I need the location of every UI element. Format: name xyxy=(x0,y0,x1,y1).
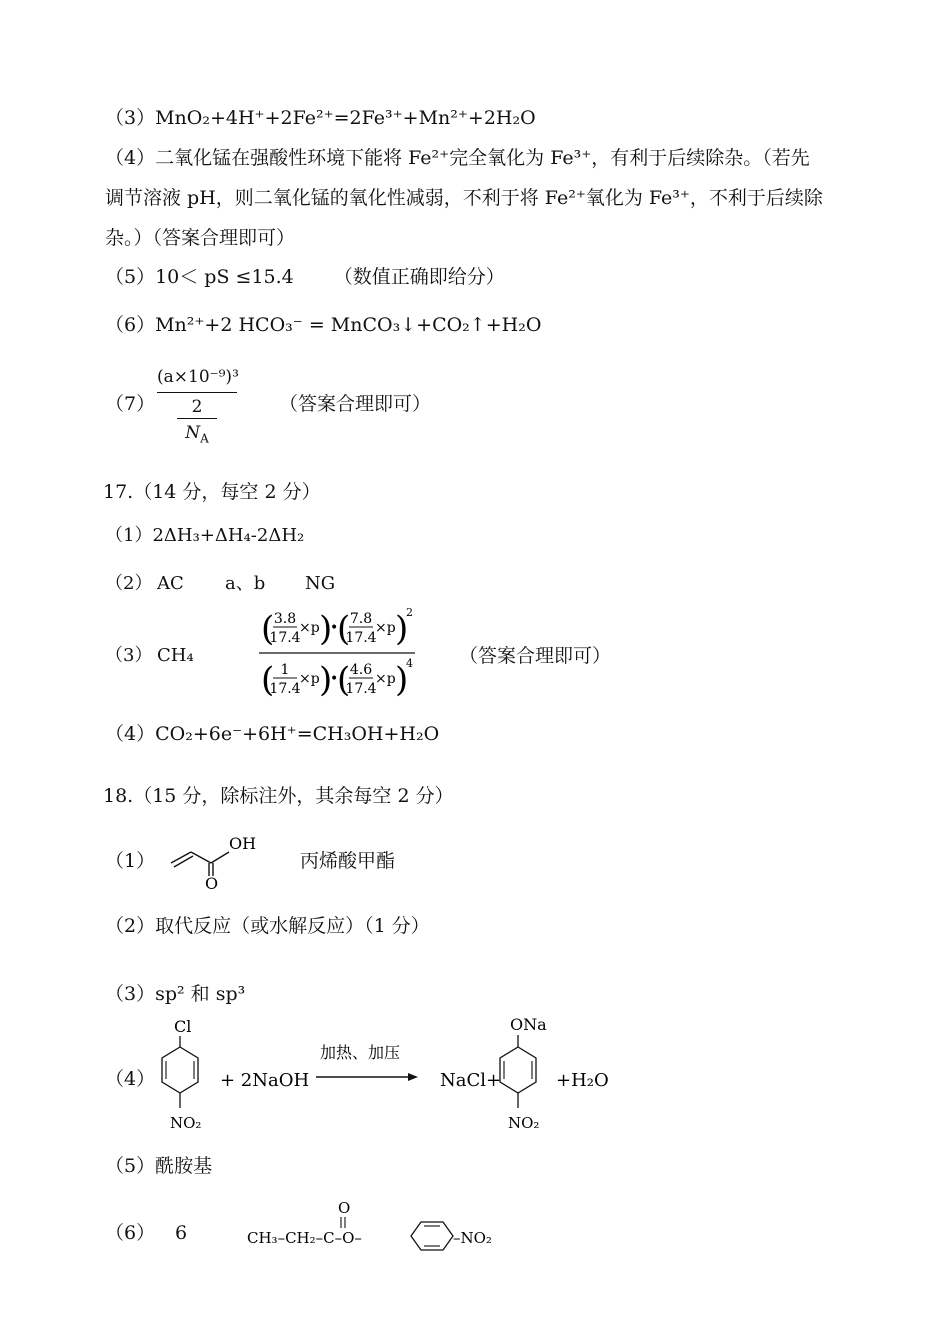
q16-answer-6: （6）Mn²⁺+2 HCO₃⁻ = MnCO₃↓+CO₂↑+H₂O xyxy=(105,314,542,336)
nitro-label-reactant: NO₂ xyxy=(170,1114,202,1132)
avogadro-subscript: A xyxy=(200,431,209,446)
q18-answer-6 xyxy=(105,1196,525,1258)
q18-answer-1-label: （1） xyxy=(105,850,156,872)
kp-p-2: ×p xyxy=(375,620,396,636)
q16-answer-5-value: （5）10＜ pS ≤15.4 xyxy=(105,266,294,288)
kp-num-1: 3.8 xyxy=(273,611,297,627)
kp-p-4: ×p xyxy=(375,671,396,687)
kp-exp-top: 2 xyxy=(406,606,413,619)
kp-total-3: 17.4 xyxy=(269,681,301,697)
q17-answer-2 xyxy=(105,573,336,595)
kp-p-1: ×p xyxy=(299,620,320,636)
q16-answer-3: （3）MnO₂+4H⁺+2Fe²⁺=2Fe³⁺+Mn²⁺+2H₂O xyxy=(105,107,536,129)
avogadro-symbol: N xyxy=(185,423,201,443)
q17-answer-3-label: （3） xyxy=(105,645,153,666)
q17-answer-1: （1）2ΔH₃+ΔH₄-2ΔH₂ xyxy=(105,525,305,546)
q17-answer-2-label: （2） xyxy=(105,573,153,594)
paren-close: ) xyxy=(319,660,333,700)
kp-exp-bottom: 4 xyxy=(406,657,413,670)
hydroxyl-label: OH xyxy=(229,834,257,853)
acrylic-acid-structure xyxy=(167,830,267,892)
kp-den-2: 4.6 xyxy=(349,662,373,678)
q18-answer-2: （2）取代反应（或水解反应）（1 分） xyxy=(105,915,430,937)
reaction-equation-diagram xyxy=(150,1012,620,1137)
kp-den-1: 1 xyxy=(280,662,290,678)
paren-close: ) xyxy=(395,660,409,700)
carbonyl-oxygen-label: O xyxy=(205,874,219,892)
arrow-head-icon xyxy=(408,1073,418,1081)
q18-answer-3: （3）sp² 和 sp³ xyxy=(105,983,246,1005)
ester-chain-label: CH₃–CH₂–C–O– xyxy=(247,1229,362,1247)
q17-answer-2-b: a、b xyxy=(225,573,266,594)
q18-answer-1-name: 丙烯酸甲酯 xyxy=(300,850,396,872)
q18-answer-5: （5）酰胺基 xyxy=(105,1155,213,1177)
sodium-chloride-label: NaCl+ xyxy=(440,1070,502,1091)
kp-p-3: ×p xyxy=(299,671,320,687)
q18-answer-6-count: 6 xyxy=(175,1222,188,1244)
dot: • xyxy=(330,620,339,636)
ester-carbonyl-oxygen: O xyxy=(338,1199,351,1217)
kp-num-2: 7.8 xyxy=(349,611,373,627)
kp-total-4: 17.4 xyxy=(345,681,377,697)
q18-answer-6-label: （6） xyxy=(105,1222,156,1244)
q18-answer-1 xyxy=(105,830,505,892)
q16-answer-5 xyxy=(105,266,505,288)
kp-total-1: 17.4 xyxy=(269,630,301,646)
q17-heading: 17.（14 分，每空 2 分） xyxy=(103,481,321,503)
chlorine-label: Cl xyxy=(174,1017,192,1036)
equilibrium-constant-expression xyxy=(257,604,427,704)
sodium-hydroxide-label: + 2NaOH xyxy=(220,1070,310,1091)
fraction-numerator: (a×10⁻⁹)³ xyxy=(157,366,237,393)
reaction-condition: 加热、加压 xyxy=(320,1043,401,1062)
q17-answer-3-note: （答案合理即可） xyxy=(459,645,612,667)
q16-answer-7-fraction xyxy=(157,366,237,444)
paren-close: ) xyxy=(395,609,409,649)
q17-answer-2-c: NG xyxy=(305,573,336,594)
q16-answer-7-note: （答案合理即可） xyxy=(279,393,432,415)
q18-heading: 18.（15 分，除标注外，其余每空 2 分） xyxy=(103,785,454,807)
fraction-denominator-top: 2 xyxy=(177,396,217,419)
nitro-label-product: NO₂ xyxy=(508,1114,540,1132)
q16-answer-4: （4）二氧化锰在强酸性环境下能将 Fe²⁺完全氧化为 Fe³⁺，有利于后续除杂。（若先调节溶液 pH，则二氧化锰的氧化性减弱，不利于将 Fe²⁺氧化为 Fe³⁺，不利于后续除杂。）（答案合理即可） xyxy=(105,147,823,249)
isomer-structure xyxy=(243,1196,503,1258)
paren-open: ( xyxy=(337,609,351,649)
q17-answer-4: （4）CO₂+6e⁻+6H⁺=CH₃OH+H₂O xyxy=(105,723,440,745)
q18-answer-4 xyxy=(105,1012,625,1137)
dot: • xyxy=(330,671,339,687)
q17-answer-2-a: AC xyxy=(157,573,184,594)
isomer-nitro-label: –NO₂ xyxy=(453,1229,492,1247)
benzene-ring-reactant xyxy=(162,1047,198,1093)
q18-answer-4-label: （4） xyxy=(105,1068,156,1090)
phenoxide-label: ONa xyxy=(510,1015,547,1034)
q16-answer-5-note: （数值正确即给分） xyxy=(333,266,505,288)
paren-open: ( xyxy=(337,660,351,700)
paren-close: ) xyxy=(319,609,333,649)
q17-answer-3-species: CH₄ xyxy=(157,645,194,666)
water-label: +H₂O xyxy=(556,1070,609,1091)
q16-answer-7-label: （7） xyxy=(105,393,156,415)
paren-open: ( xyxy=(261,660,275,700)
benzene-ring-product xyxy=(500,1047,536,1093)
kp-total-2: 17.4 xyxy=(345,630,377,646)
paren-open: ( xyxy=(261,609,275,649)
q17-answer-3 xyxy=(105,604,665,704)
